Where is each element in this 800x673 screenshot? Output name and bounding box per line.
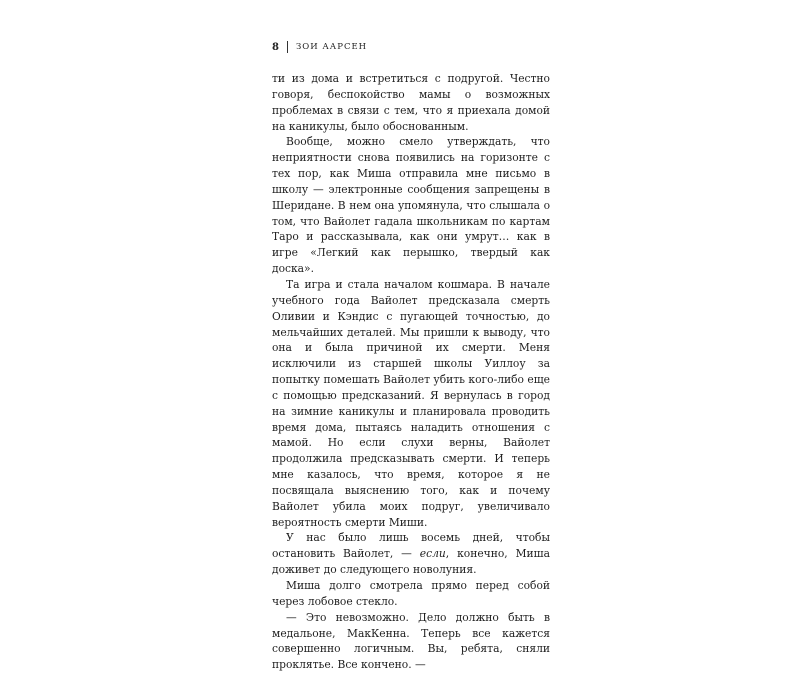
author-name: ЗОИ ААРСЕН [295, 42, 368, 52]
body-text [272, 71, 550, 673]
paragraph-4-end: , конечно, Миша доживет до следующего новолуния. [272, 547, 550, 577]
header-separator [287, 41, 288, 53]
paragraph-5: Миша долго смотрела прямо перед собой через лобовое стекло. [272, 579, 550, 608]
paragraph-3: Та игра и стала началом кошмара. В начале учебного года Вайолет предсказала смерть Оливии и Кэндис с пугающей точностью, до мельчайших деталей. Мы пришли к выводу, что она и была причиной их смерти. Меня исключили из старшей школы Уиллоу за попытку помешать Вайолет убить кого-либо еще с помощью предсказаний. Я вернулась в город на зимние каникулы и планировала проводить время дома, пытаясь наладить отношения с мамой. Но если слухи верны, Вайолет продолжила предсказывать смерти. И теперь мне казалось, что время, которое я не посвящала выяснению того, как и почему Вайолет убила моих подруг, увеличивало вероятность смерти Миши. [272, 277, 550, 529]
paragraph-2: Вообще, можно смело утверждать, что неприятности снова появились на горизонте с тех пор, как Миша отправила мне письмо в школу — электронные сообщения запрещены в Шеридане. В нем она упомянула, что слышала о том, что Вайолет гадала школьникам по картам Таро и рассказывала, как они умрут… как в игре «Легкий как перышко, твердый как доска». [272, 135, 550, 276]
paragraph-1: ти из дома и встретиться с подругой. Честно говоря, беспокойство мамы о возможных проблемах в связи с тем, что я приехала домой на каникулы, было обоснованным. [272, 72, 550, 133]
running-head [272, 40, 367, 54]
page-number: 8 [272, 41, 279, 53]
paragraph-4-emphasis: если [419, 547, 446, 561]
paragraph-4-start: У нас было лишь восемь дней, чтобы остановить Вайолет, — [272, 531, 550, 561]
paragraph-6: — Это невозможно. Дело должно быть в медальоне, МакКенна. Теперь все кажется совершенно логичным. Вы, ребята, сняли проклятье. Все кончено. — [272, 610, 550, 672]
paragraph-4 [272, 530, 550, 578]
